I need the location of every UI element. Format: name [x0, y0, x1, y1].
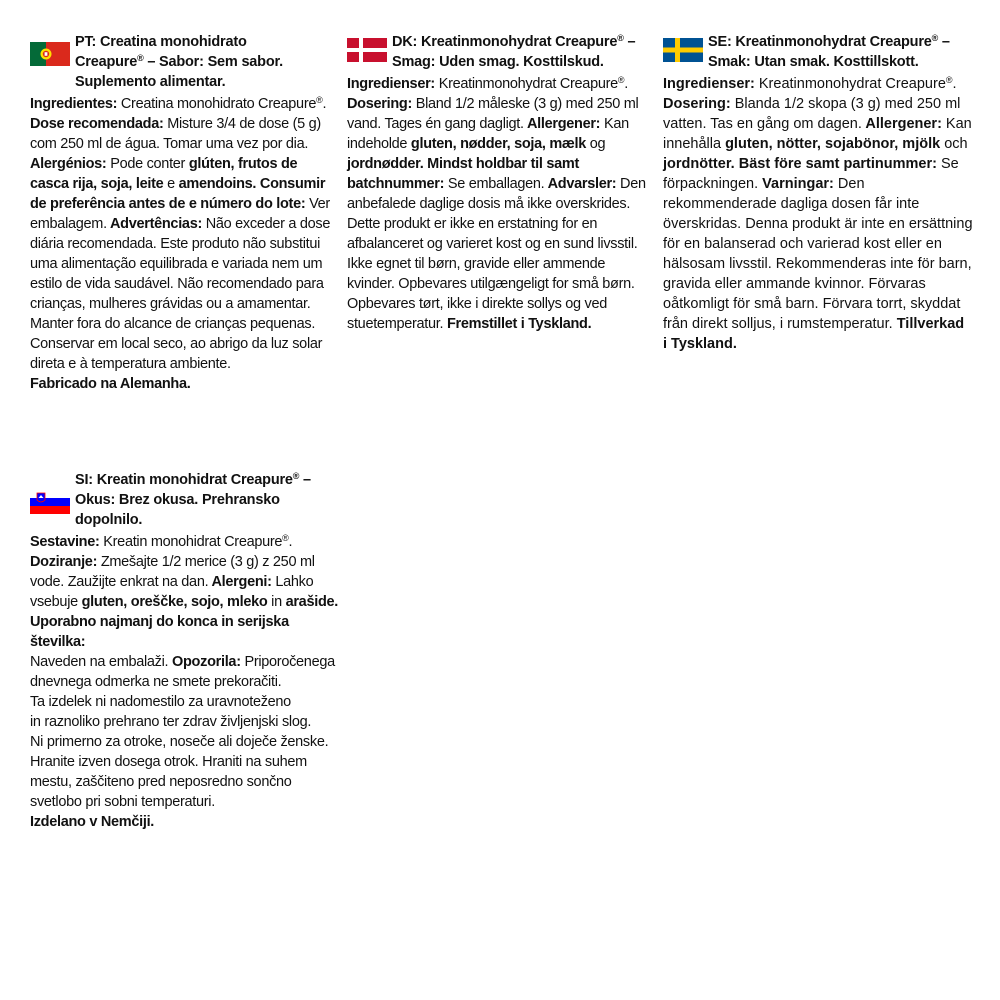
dk-section — [347, 32, 647, 334]
dk-ing-end: . — [624, 76, 628, 92]
si-allergens-last: arašide. — [285, 594, 338, 610]
se-header — [663, 32, 975, 72]
pt-header — [30, 32, 335, 92]
pt-ingredients-text: Creatina monohidrato Creapure — [117, 96, 317, 112]
se-header-dash: – — [938, 34, 950, 50]
se-ingredients-label: Ingredienser: — [663, 76, 755, 92]
se-allergens-items: gluten, nötter, sojabönor, mjölk — [725, 136, 941, 152]
se-allergens-last: jordnötter. — [663, 156, 735, 172]
se-allergens-label: Allergener: — [861, 116, 942, 132]
dk-header-reg: ® — [617, 33, 624, 43]
si-header-dash: – — [299, 472, 311, 488]
se-ing-end: . — [952, 76, 957, 92]
dk-bestbefore-text: Se emballagen. — [444, 176, 545, 192]
pt-made-in: Fabricado na Alemanha. — [30, 376, 191, 392]
flag-portugal-icon — [30, 42, 70, 66]
dk-ingredients-label: Ingredienser: — [347, 76, 435, 92]
se-made-in-a: Tillverkad — [892, 316, 965, 332]
se-dose-label: Dosering: — [663, 96, 731, 112]
si-bestbefore-text: Naveden na embalaži. — [30, 654, 169, 670]
si-made-in: Izdelano v Nemčiji. — [30, 814, 155, 830]
se-header-line2: Smak: Utan smak. Kosttillskott. — [708, 54, 919, 70]
dk-dose-text: Bland 1/2 måleske (3 g) med 250 ml vand. Tages én gang dagligt. — [347, 96, 639, 132]
dk-header — [347, 32, 647, 72]
se-body — [663, 74, 975, 354]
si-warnings-label: Opozorila: — [168, 654, 241, 670]
si-header — [30, 470, 340, 530]
pt-body — [30, 94, 335, 394]
se-reg: ® — [945, 75, 953, 85]
dk-body — [347, 74, 647, 334]
pt-section — [30, 32, 335, 394]
se-dose-text: Blanda 1/2 skopa (3 g) med 250 ml vatten. Tas en gång om dagen. — [663, 96, 961, 132]
pt-ing-end: . — [322, 96, 327, 112]
dk-allergens-and: og — [586, 136, 606, 152]
si-header-line3: dopolnilo. — [75, 512, 143, 528]
si-warning-line-4: Hranite izven dosega otrok. Hraniti na suhem — [30, 754, 307, 770]
pt-header-line3: Suplemento alimentar. — [75, 74, 226, 90]
si-header-reg: ® — [292, 471, 300, 481]
dk-allergens-last: jordnødder. — [347, 156, 424, 172]
pt-reg: ® — [316, 95, 323, 105]
se-bestbefore-label: Bäst före samt partinummer: — [734, 156, 937, 172]
si-section — [30, 470, 340, 832]
si-dose-label: Doziranje: — [30, 554, 98, 570]
dk-warnings-label: Advarsler: — [544, 176, 617, 192]
pt-header-flavour: – Sabor: Sem sabor. — [143, 54, 283, 70]
se-ingredients-text: Kreatinmonohydrat Creapure — [754, 76, 946, 92]
si-reg: ® — [282, 533, 289, 543]
dk-allergens-label: Allergener: — [523, 116, 601, 132]
dk-warnings-text: Den anbefalede daglige dosis må ikke overskrides. Dette produkt er ikke en erstatning for en afbalanceret og varieret kost og en sund livsstil. Ikke egnet til børn, gravide eller ammende kvinder. Opbevares utilgængeligt for små børn. Opbevares tørt, ikke i direkte sollys og ved stuetemperatur. — [347, 176, 646, 332]
pt-dose-label: Dose recomendada: — [30, 116, 164, 132]
dk-reg: ® — [617, 75, 625, 85]
pt-bestbefore-label: Consumir de preferência antes de e número do lote: — [30, 176, 326, 212]
se-made-in-b: i Tyskland. — [663, 336, 737, 352]
si-warning-line-1: Ta izdelek ni nadomestilo za uravnoteženo — [30, 694, 291, 710]
dk-made-in: Fremstillet i Tyskland. — [443, 316, 592, 332]
si-ingredients-label: Sestavine: — [30, 534, 100, 550]
pt-ingredients-label: Ingredientes: — [30, 96, 118, 112]
si-ing-end: . — [288, 534, 293, 550]
si-header-title: SI: Kreatin monohidrat Creapure — [75, 472, 293, 488]
pt-allergens-last: amendoins. — [178, 176, 257, 192]
pt-header-brand: Creapure — [75, 54, 138, 70]
dk-ingredients-text: Kreatinmonohydrat Creapure — [434, 76, 618, 92]
pt-dose-text: Misture 3/4 de dose (5 g) com 250 ml de água. Tomar uma vez por dia. — [30, 116, 321, 152]
si-warning-line-2: in raznoliko prehrano ter zdrav življenjski slog. — [30, 714, 312, 730]
dk-header-title: DK: Kreatinmonohydrat Creapure — [392, 34, 618, 50]
se-allergens-text: Kan innehålla — [663, 116, 972, 152]
pt-header-reg: ® — [137, 53, 144, 63]
si-header-line2: Okus: Brez okusa. Prehransko — [75, 492, 280, 508]
pt-allergens-and: e — [163, 176, 179, 192]
si-allergens-and: in — [267, 594, 286, 610]
pt-allergens-text: Pode conter — [106, 156, 189, 172]
flag-slovenia-icon — [30, 490, 70, 514]
si-warnings-text: Priporočenega dnevnega odmerka ne smete prekoračiti. — [30, 654, 335, 690]
se-header-reg: ® — [931, 33, 939, 43]
se-allergens-and: och — [940, 136, 968, 152]
dk-header-dash: – — [623, 34, 636, 50]
si-allergens-items: gluten, oreščke, sojo, mleko — [81, 594, 268, 610]
si-warning-line-6: svetlobo pri sobni temperaturi. — [30, 794, 215, 810]
dk-allergens-text: Kan indeholde — [347, 116, 629, 152]
si-warning-line-3: Ni primerno za otroke, noseče ali doječe ženske. — [30, 734, 329, 750]
se-section — [663, 32, 975, 354]
si-warning-line-5: mestu, zaščiteno pred neposredno sončno — [30, 774, 292, 790]
si-bestbefore-label: Uporabno najmanj do konca in serijska številka: — [30, 614, 289, 650]
pt-header-line1: PT: Creatina monohidrato — [75, 34, 247, 50]
se-warnings-label: Varningar: — [758, 176, 834, 192]
flag-denmark-icon — [347, 38, 387, 62]
pt-warnings-label: Advertências: — [106, 216, 202, 232]
si-body — [30, 532, 340, 832]
pt-warnings-text: Não exceder a dose diária recomendada. Este produto não substitui uma alimentação equilibrada e variada nem um estilo de vida saudável. Não recomendado para crianças, mulheres grávidas ou a amamentar. Manter fora do alcance de crianças pequenas. Conservar em local seco, ao abrigo da luz solar direta e à temperatura ambiente. — [30, 216, 331, 372]
si-allergens-label: Alergeni: — [208, 574, 272, 590]
si-allergens-text: Lahko vsebuje — [30, 574, 314, 610]
pt-bestbefore-text: Ver embalagem. — [30, 196, 330, 232]
dk-allergens-items: gluten, nødder, soja, mælk — [410, 136, 587, 152]
se-header-title: SE: Kreatinmonohydrat Creapure — [708, 34, 932, 50]
pt-allergens-label: Alergénios: — [30, 156, 107, 172]
flag-sweden-icon — [663, 38, 703, 62]
si-dose-text: Zmešajte 1/2 merice (3 g) z 250 ml vode. Zaužijte enkrat na dan. — [30, 554, 315, 590]
dk-header-line2: Smag: Uden smag. Kosttilskud. — [392, 54, 604, 70]
dk-bestbefore-label: Mindst holdbar til samt batchnummer: — [347, 156, 579, 192]
se-warnings-text: Den rekommenderade dagliga dosen får inte överskridas. Denna produkt är inte en ersättning för en balanserad och varierad kost eller en hälsosam livsstil. Rekommenderas inte för barn, gravida eller ammande kvinnor. Förvaras oåtkomligt för små barn. Förvara torrt, skyddat från direkt solljus, i rumstemperatur. — [663, 176, 973, 332]
se-bestbefore-text: Se förpackningen. — [663, 156, 959, 192]
pt-allergens-items: glúten, frutos de casca rija, soja, leite — [30, 156, 298, 192]
si-ingredients-text: Kreatin monohidrat Creapure — [99, 534, 283, 550]
dk-dose-label: Dosering: — [347, 96, 412, 112]
